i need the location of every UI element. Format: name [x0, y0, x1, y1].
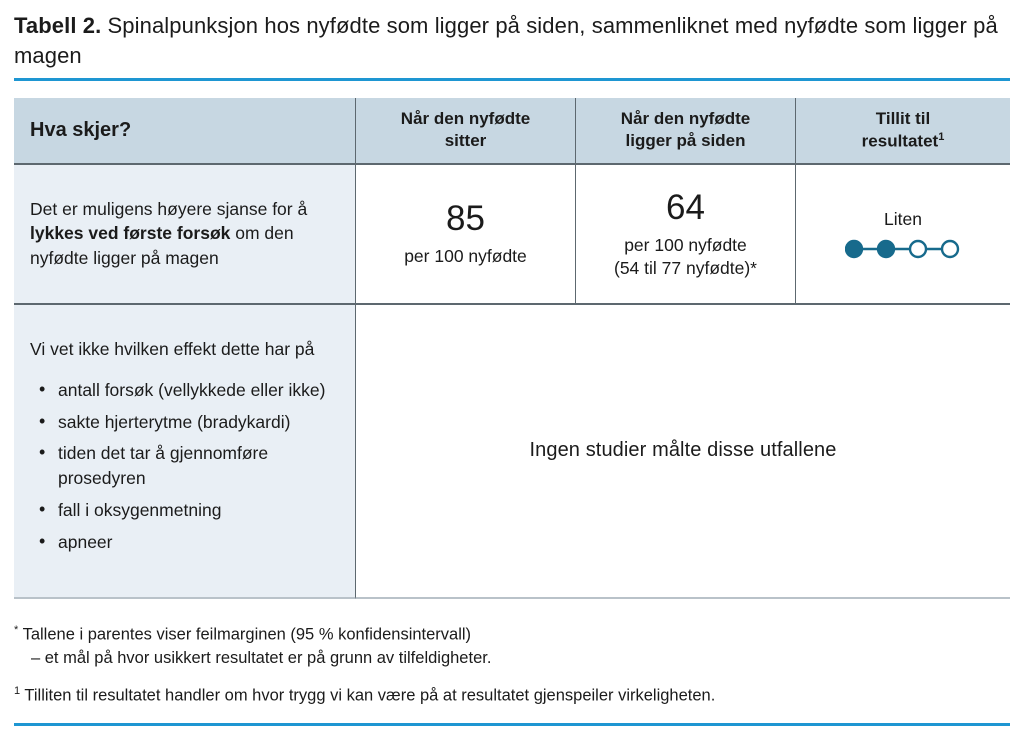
header-line-text: resultatet: [861, 131, 939, 151]
row2-intro-text: Vi vet ikke hvilken effekt dette har på: [30, 338, 315, 359]
list-item-text: apneer: [58, 531, 113, 552]
row1-outcome-prefix: Det er muligens høyere sjanse for å: [30, 198, 308, 219]
list-item: [30, 498, 339, 523]
footnote-marker-1: 1: [938, 130, 945, 143]
row1-outcome-text: [30, 197, 339, 272]
header-label: Hva skjer?: [30, 119, 132, 142]
confidence-label: Liten: [884, 208, 922, 229]
list-item-text: tiden det tar å gjennomføre prosedyren: [58, 443, 269, 489]
header-line: [862, 130, 945, 153]
row2-no-studies-cell: [355, 305, 1010, 599]
header-cell-ligger-pa-siden: [575, 98, 795, 165]
header-line: Når den nyfødte: [400, 109, 531, 129]
table-title: [14, 11, 1010, 71]
top-divider-rule: [14, 78, 1010, 81]
siden-confidence-interval: (54 til 77 nyfødte)*: [614, 257, 757, 278]
bottom-divider-rule: [14, 723, 1010, 726]
header-cell-tillit: [795, 98, 1010, 165]
row1-confidence-cell: [795, 165, 1010, 305]
table-title-text: Spinalpunksjon hos nyfødte som ligger på siden, sammenliknet med nyfødte som ligger på magen: [14, 13, 998, 68]
header-cell-sitter: [355, 98, 575, 165]
evidence-table: [14, 98, 1010, 599]
one-marker: 1: [14, 685, 21, 698]
list-item: [30, 530, 339, 555]
row2-outcome-label-cell: [14, 305, 355, 599]
asterisk-marker: *: [14, 623, 19, 636]
table-title-label: Tabell 2.: [14, 13, 102, 38]
footnote-star: [14, 623, 1010, 671]
footnotes: [14, 623, 1010, 709]
footnote-one: [14, 684, 1010, 708]
confidence-dots-icon: [845, 239, 961, 259]
header-line: Når den nyfødte: [620, 109, 751, 129]
row2-outcome-list: [30, 371, 339, 555]
siden-value: 64: [666, 187, 705, 227]
row1-sitter-result-cell: [355, 165, 575, 305]
row1-outcome-bold: lykkes ved første forsøk: [30, 223, 231, 244]
no-studies-text: Ingen studier målte disse utfallene: [529, 439, 837, 462]
footnote-one-text: Tilliten til resultatet handler om hvor trygg vi kan være på at resultatet gjenspeiler virkeligheten.: [24, 686, 716, 705]
footnote-star-line2: – et mål på hvor usikkert resultatet er på grunn av tilfeldigheter.: [31, 649, 492, 668]
sitter-value: 85: [446, 199, 485, 239]
list-item-text: fall i oksygenmetning: [58, 500, 222, 521]
header-line: ligger på siden: [625, 131, 746, 151]
footnote-star-line1: [14, 623, 1010, 647]
row1-outcome-suffix: om den nyfødte ligger på magen: [30, 223, 294, 269]
row1-siden-result-cell: [575, 165, 795, 305]
list-item: [30, 410, 339, 435]
header-cell-hva-skjer: [14, 98, 355, 165]
list-item-text: antall forsøk (vellykkede eller ikke): [58, 379, 326, 400]
siden-unit: per 100 nyfødte: [624, 234, 747, 255]
row1-outcome-label-cell: [14, 165, 355, 305]
header-line: sitter: [444, 131, 487, 151]
list-item-text: sakte hjerterytme (bradykardi): [58, 411, 291, 432]
header-line: Tillit til: [875, 108, 931, 128]
list-item: [30, 378, 339, 403]
footnote-star-text1: Tallene i parentes viser feilmarginen (95 % konfidensintervall): [22, 625, 472, 644]
list-item: [30, 441, 339, 491]
sitter-unit: per 100 nyfødte: [404, 246, 527, 267]
